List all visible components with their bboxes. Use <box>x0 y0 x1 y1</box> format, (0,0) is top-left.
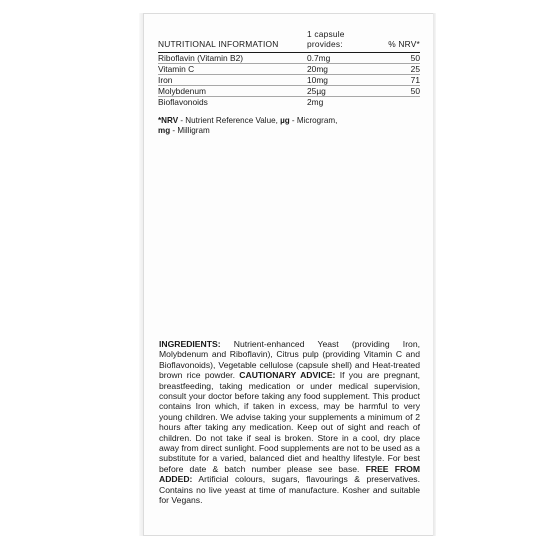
free-from-text: Artificial colours, sugars, flavourings & preservatives. Contains no live yeast at time of manufacture. Kosher and suitable for Vegans. <box>159 474 420 506</box>
header-capsule-provides: 1 capsule provides: <box>307 29 345 49</box>
nutrient-nrv: 50 <box>382 86 420 97</box>
nutrient-amount: 25µg <box>307 86 382 97</box>
nutrient-name: Vitamin C <box>158 64 307 75</box>
nutrient-nrv: 50 <box>382 53 420 64</box>
mg-label: mg <box>158 126 171 136</box>
cautionary-advice-heading: CAUTIONARY ADVICE: <box>239 370 336 381</box>
panel-right-edge <box>433 13 436 536</box>
nutrient-nrv: 71 <box>382 75 420 86</box>
nutrient-amount: 0.7mg <box>307 53 382 64</box>
table-row <box>158 64 420 75</box>
nutrient-amount: 10mg <box>307 75 382 86</box>
nutrient-name: Riboflavin (Vitamin B2) <box>158 53 307 64</box>
header-nutritional-information: NUTRITIONAL INFORMATION <box>158 38 279 49</box>
free-from-heading: FREE FROM ADDED: <box>159 463 421 485</box>
nutrition-table-block <box>158 30 420 107</box>
nrv-footnote <box>158 116 420 137</box>
ingredients-text: Nutrient-enhanced Yeast (providing Iron, Molybdenum and Riboflavin), Citrus pulp (providing Vitamin C and Bioflavonoids), Vegetable cellulose (capsule shell) and Heat-treated brown rice powder. <box>159 339 420 381</box>
table-row <box>158 97 420 108</box>
nutrient-name: Molybdenum <box>158 86 307 97</box>
nutrient-amount: 2mg <box>307 97 324 107</box>
table-row <box>158 86 420 97</box>
nutrient-name: Bioflavonoids <box>158 97 208 107</box>
ug-text: - Microgram, <box>289 116 338 125</box>
nutrition-table <box>158 30 420 107</box>
nutrient-name: Iron <box>158 75 307 86</box>
nutrient-amount: 20mg <box>307 64 382 75</box>
mg-text: - Milligram <box>170 126 210 136</box>
header-nrv: % NRV* <box>388 38 420 49</box>
ingredients-heading: INGREDIENTS: <box>159 339 221 349</box>
nutrition-header-row <box>158 30 420 53</box>
ingredients-block <box>159 339 420 506</box>
table-row <box>158 75 420 86</box>
nutrient-nrv: 25 <box>382 64 420 75</box>
table-row <box>158 53 420 64</box>
cautionary-advice-text: If you are pregnant, breastfeeding, taking medication or under medical supervision, consult your doctor before taking any food supplement. This product contains Iron which, if taken in excess, may be harmful to very young children. We advise taking your supplements a minimum of 2 hours after taking any medication. Keep out of sight and reach of children. Do not take if seal is broken. Store in a cool, dry place away from direct sunlight. Food supplements are not to be used as a substitute for a varied, balanced diet and healthy lifestyle. For best before date & batch number please see base. <box>159 370 421 474</box>
nrv-text: - Nutrient Reference Value, <box>178 116 281 125</box>
nutrient-nrv <box>382 97 420 108</box>
ug-label: µg <box>280 116 290 125</box>
nrv-label: *NRV <box>158 116 179 125</box>
